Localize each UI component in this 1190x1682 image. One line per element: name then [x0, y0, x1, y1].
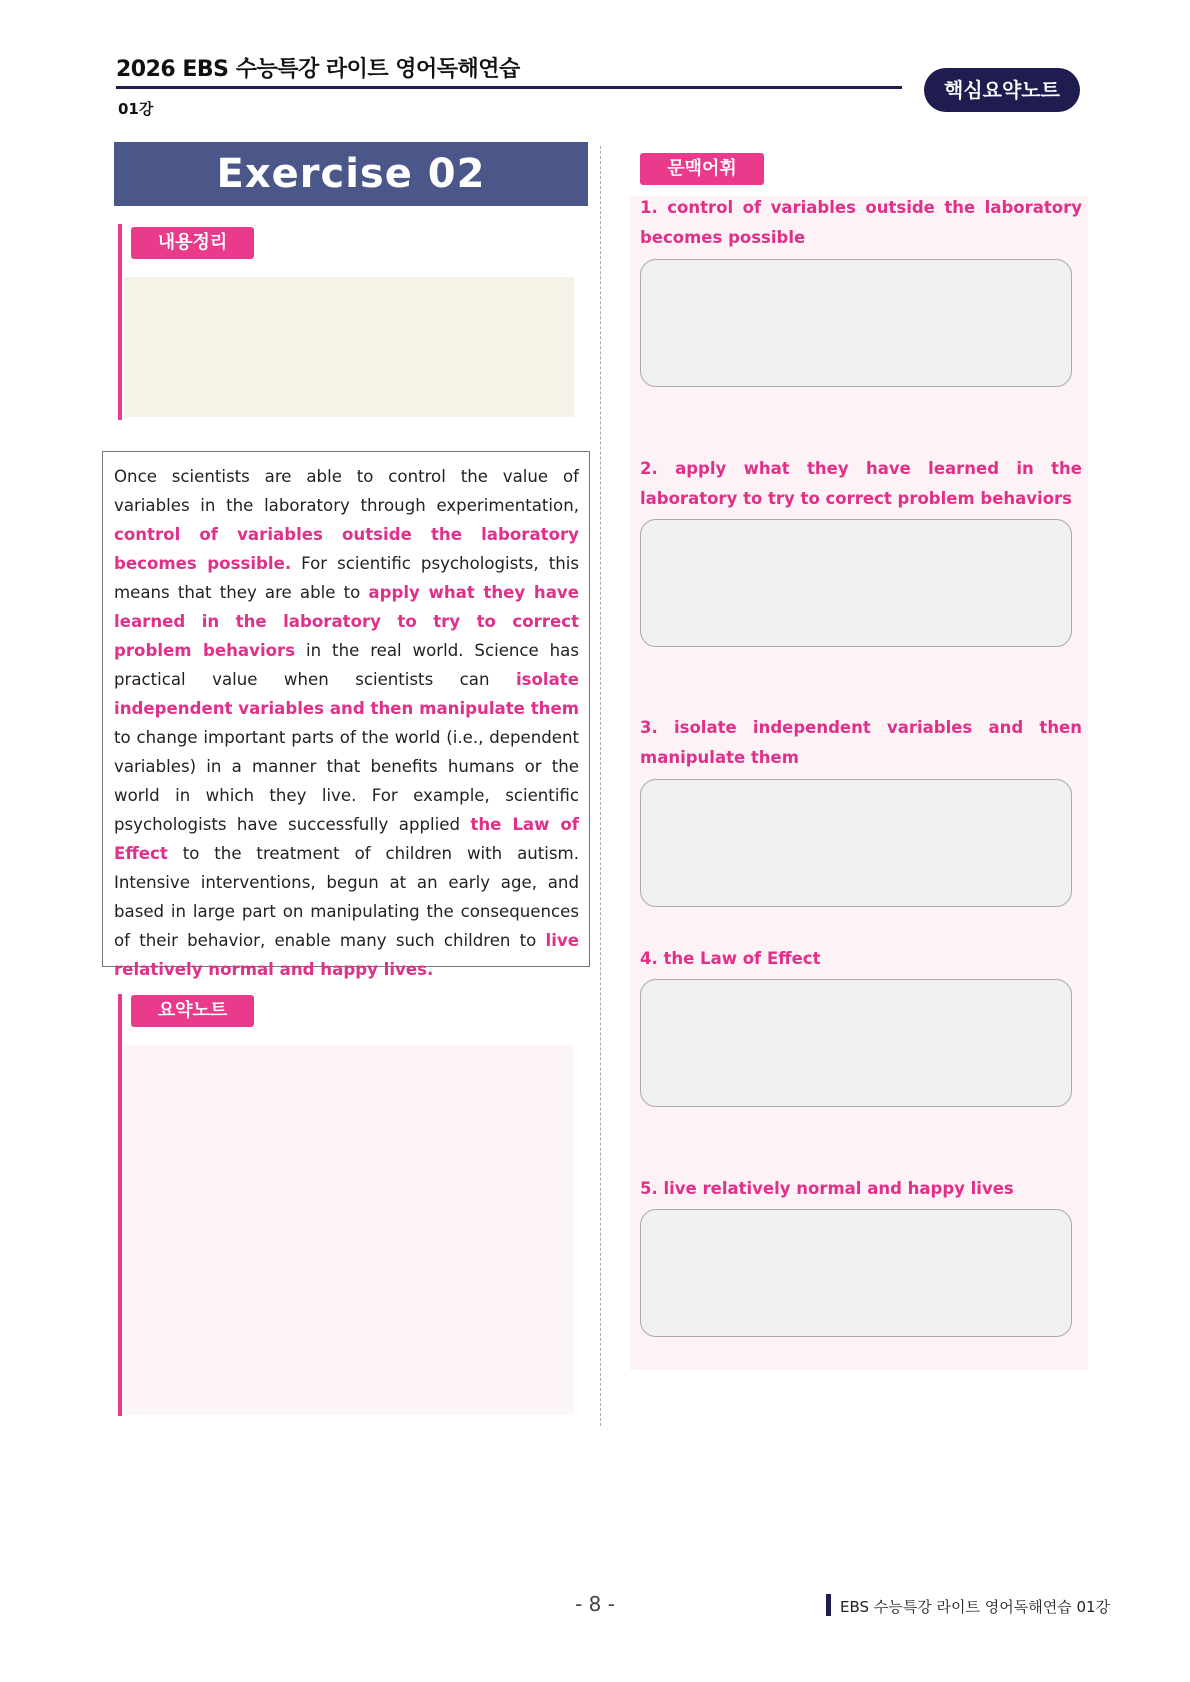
summary-note-tag: 요약노트 [131, 995, 254, 1027]
passage-highlight: live relatively normal and happy lives. [114, 931, 579, 979]
vocab-item-3: 3. isolate independent variables and then manipulate them [640, 718, 1082, 767]
passage-segment: to the treatment of children with autism. Intensive interventions, begun at an early age, and based in large part on manipulating the consequences of their behavior, enable many such children to [114, 844, 579, 950]
answer-box-5[interactable] [640, 1209, 1072, 1337]
passage-segment: Once scientists are able to control the value of variables in the laboratory through experimentation, [114, 467, 579, 515]
summary-section-bar [118, 994, 122, 1416]
reading-passage [102, 451, 590, 979]
passage-highlight: control of variables outside the laboratory becomes possible. [114, 525, 579, 573]
section-badge: 핵심요약노트 [924, 68, 1080, 112]
answer-box-4[interactable] [640, 979, 1072, 1107]
header-divider [116, 86, 902, 89]
content-summary-box [124, 277, 574, 417]
passage-segment: to change important parts of the world (i.e., dependent variables) in a manner that benefits humans or the world in which they live. For example, scientific psychologists have successfully applied [114, 728, 579, 834]
vocab-item-2: 2. apply what they have learned in the laboratory to try to correct problem behaviors [640, 459, 1082, 508]
answer-box-3[interactable] [640, 779, 1072, 907]
vocab-item-1: 1. control of variables outside the laboratory becomes possible [640, 198, 1082, 247]
passage-highlight: apply what they have learned in the laboratory to try to correct problem behaviors [114, 583, 579, 660]
content-summary-tag: 내용정리 [131, 227, 254, 259]
passage-segment: in the real world. Science has practical value when scientists can [114, 641, 579, 689]
footer-bar [826, 1594, 831, 1616]
content-section-bar [118, 224, 122, 420]
document-title: 2026 EBS 수능특강 라이트 영어독해연습 [116, 57, 520, 82]
vocab-tag: 문맥어휘 [640, 153, 764, 185]
passage-segment: For scientific psychologists, this means that they are able to [114, 554, 579, 602]
exercise-title: Exercise 02 [114, 142, 588, 206]
answer-box-2[interactable] [640, 519, 1072, 647]
footer-text: EBS 수능특강 라이트 영어독해연습 01강 [840, 1598, 1111, 1616]
passage-highlight: isolate independent variables and then manipulate them [114, 670, 579, 718]
answer-box-1[interactable] [640, 259, 1072, 387]
passage-highlight: the Law of Effect [114, 815, 579, 863]
summary-note-box [124, 1045, 574, 1415]
vocab-item-4: 4. the Law of Effect [640, 949, 821, 968]
vocab-item-5: 5. live relatively normal and happy lives [640, 1179, 1014, 1198]
page-number: - 8 - [575, 1592, 615, 1616]
passage-text [114, 462, 579, 984]
lesson-label: 01강 [118, 100, 154, 118]
column-divider [600, 146, 601, 1426]
